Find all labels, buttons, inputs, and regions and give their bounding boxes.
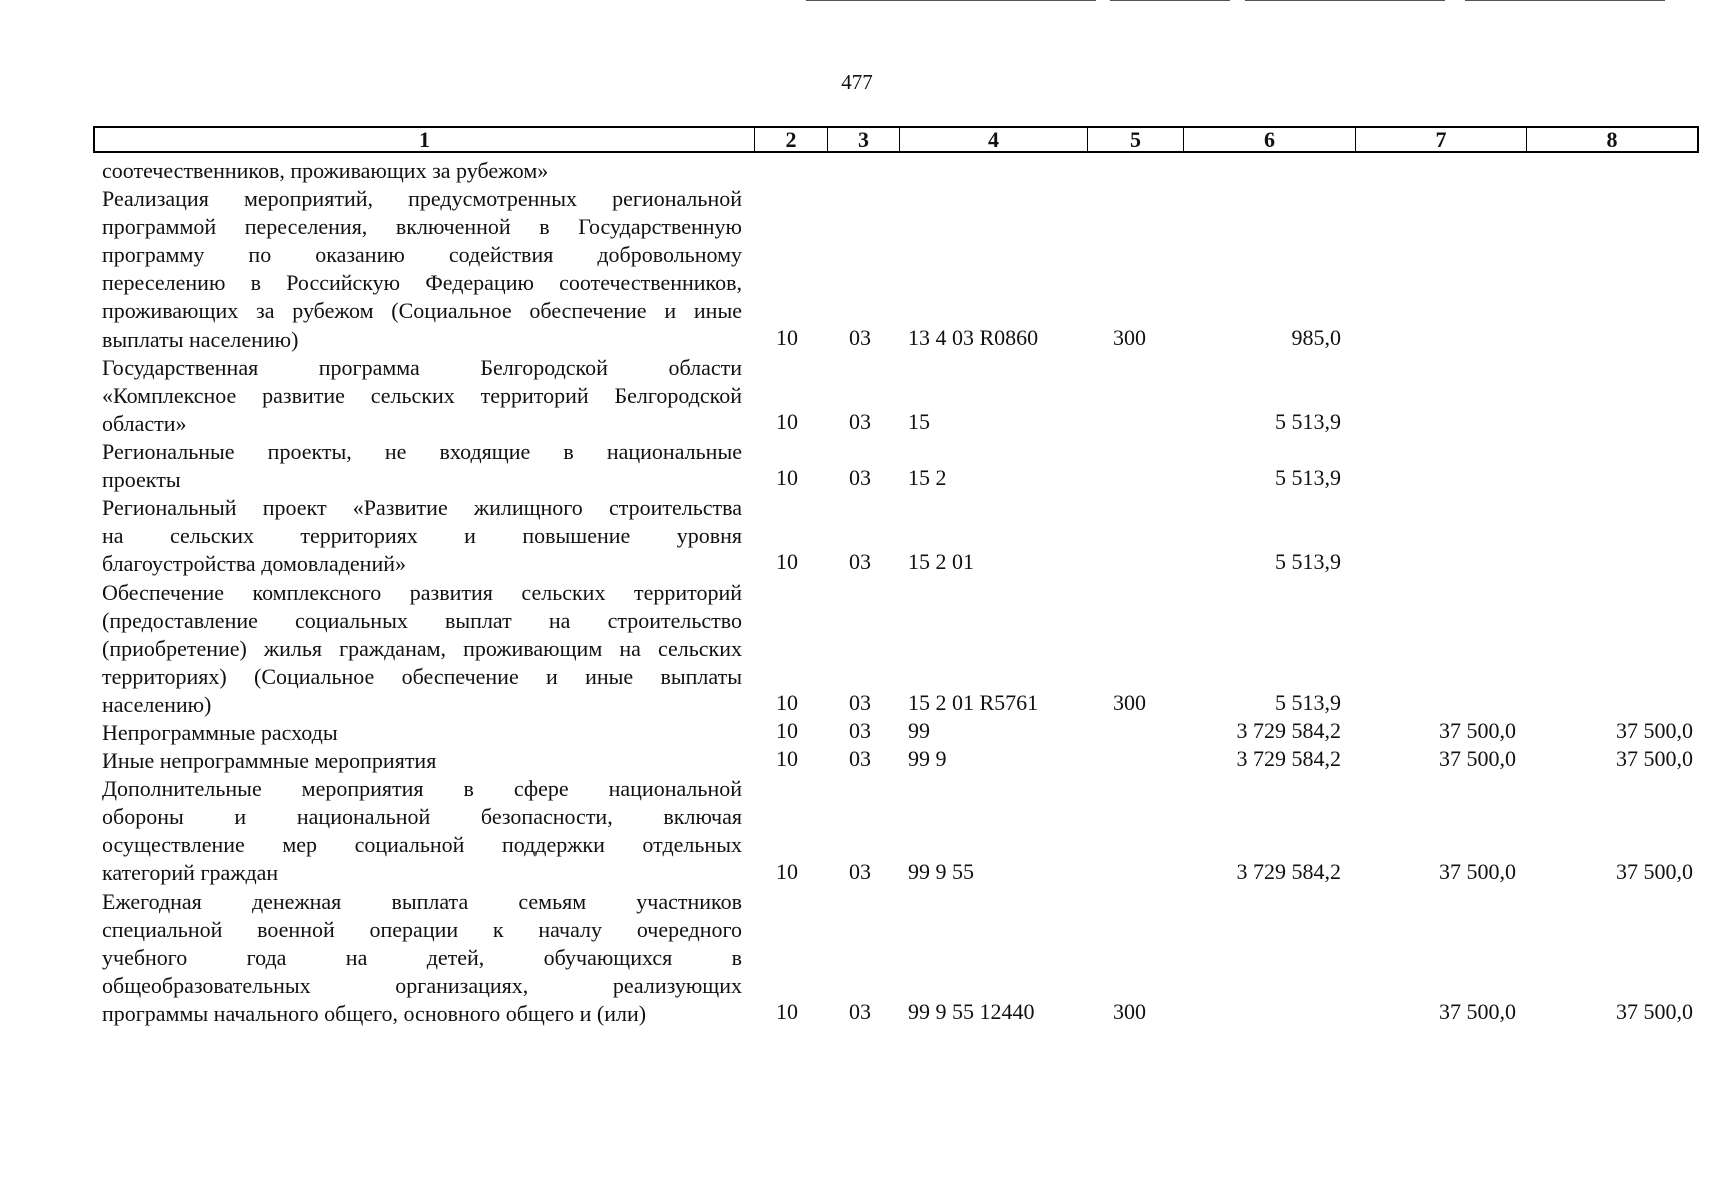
- description-line: проживающих за рубежом (Социальное обеспечение и иные: [102, 298, 742, 324]
- description-line: общеобразовательных организациях, реализующих: [102, 972, 742, 998]
- row-description: [102, 494, 742, 578]
- row-value-col-2: 10: [776, 999, 798, 1024]
- row-value-col-3: 03: [849, 718, 871, 743]
- row-description: [102, 579, 742, 719]
- description-line: (предоставление социальных выплат на строительство: [102, 607, 742, 633]
- description-line: Дополнительные мероприятия в сфере национальной: [102, 776, 742, 802]
- row-value-col-7: 37 500,0: [1439, 858, 1516, 884]
- row-value-col-2: 10: [776, 858, 798, 884]
- description-line: переселению в Российскую Федерацию соотечественников,: [102, 270, 742, 296]
- description-line: обороны и национальной безопасности, включая: [102, 804, 742, 830]
- row-description: [102, 354, 742, 438]
- row-value-col-5: 300: [1113, 689, 1146, 715]
- description-line: выплаты населению): [102, 326, 299, 352]
- row-value-col-3: 03: [849, 746, 871, 772]
- row-value-col-6: 5 513,9: [1275, 465, 1341, 491]
- scan-edge-line: [1465, 0, 1665, 1]
- row-value-col-3: 03: [849, 999, 871, 1024]
- description-line: благоустройства домовладений»: [102, 551, 407, 577]
- row-value-col-4: 15 2 01 R5761: [908, 689, 1039, 715]
- row-value-col-2: 10: [776, 549, 798, 575]
- row-value-col-2: 10: [776, 718, 798, 743]
- row-value-col-8: 37 500,0: [1616, 858, 1693, 884]
- row-value-col-3: 03: [849, 858, 871, 884]
- row-value-col-2: 10: [776, 324, 798, 350]
- description-line: территориях) (Социальное обеспечение и иные выплаты: [102, 663, 742, 689]
- header-col-3: 3: [828, 128, 900, 151]
- row-value-col-4: 13 4 03 R0860: [908, 324, 1039, 350]
- row-value-col-6: 985,0: [1291, 324, 1341, 350]
- row-value-col-6: 5 513,9: [1275, 408, 1341, 434]
- description-line: программой переселения, включенной в Государственную: [102, 214, 742, 240]
- description-line: учебного года на детей, обучающихся в: [102, 944, 742, 970]
- row-value-col-6: 5 513,9: [1275, 689, 1341, 715]
- description-line: соотечественников, проживающих за рубежом»: [102, 158, 549, 183]
- description-line: Региональный проект «Развитие жилищного строительства: [102, 495, 742, 521]
- header-col-2: 2: [755, 128, 828, 151]
- page-number: 477: [841, 70, 873, 94]
- description-line: «Комплексное развитие сельских территорий Белгородской: [102, 382, 742, 408]
- description-line: Государственная программа Белгородской области: [102, 354, 742, 380]
- row-value-col-5: 300: [1113, 999, 1146, 1024]
- row-value-col-3: 03: [849, 465, 871, 491]
- row-value-col-4: 15 2 01: [908, 549, 974, 575]
- header-col-7: 7: [1356, 128, 1527, 151]
- row-value-col-8: 37 500,0: [1616, 746, 1693, 772]
- row-value-col-6: 3 729 584,2: [1236, 746, 1341, 772]
- description-line: населению): [102, 691, 212, 717]
- description-line: Непрограммные расходы: [102, 720, 338, 745]
- description-line: (приобретение) жилья гражданам, проживающим на сельских: [102, 635, 742, 661]
- scan-edge-line: [1110, 0, 1230, 1]
- row-value-col-4: 99: [908, 718, 930, 743]
- row-value-col-4: 15 2: [908, 465, 947, 491]
- description-line: Региональные проекты, не входящие в национальные: [102, 439, 742, 464]
- description-line: категорий граждан: [102, 860, 279, 886]
- row-value-col-2: 10: [776, 465, 798, 491]
- row-value-col-4: 99 9 55: [908, 858, 974, 884]
- row-value-col-4: 99 9: [908, 746, 947, 772]
- row-value-col-6: 3 729 584,2: [1236, 718, 1341, 743]
- row-value-col-7: 37 500,0: [1439, 746, 1516, 772]
- description-line: Иные непрограммные мероприятия: [102, 748, 437, 774]
- row-description: [102, 157, 742, 185]
- description-line: осуществление мер социальной поддержки отдельных: [102, 832, 742, 858]
- header-col-5: 5: [1088, 128, 1184, 151]
- description-line: программы начального общего, основного общего и (или): [102, 1000, 647, 1026]
- row-value-col-5: 300: [1113, 324, 1146, 350]
- row-description: [102, 185, 742, 354]
- row-value-col-6: 3 729 584,2: [1236, 858, 1341, 884]
- row-value-col-8: 37 500,0: [1616, 999, 1693, 1024]
- row-value-col-2: 10: [776, 408, 798, 434]
- table-header: [93, 126, 1699, 153]
- description-line: на сельских территориях и повышение уровня: [102, 523, 742, 549]
- row-value-col-3: 03: [849, 324, 871, 350]
- description-line: области»: [102, 410, 187, 436]
- row-description: [102, 719, 742, 747]
- header-col-1: 1: [95, 128, 755, 151]
- description-line: специальной военной операции к началу очередного: [102, 916, 742, 942]
- scan-edge-line: [806, 0, 1096, 1]
- row-value-col-3: 03: [849, 549, 871, 575]
- row-value-col-7: 37 500,0: [1439, 999, 1516, 1024]
- row-value-col-3: 03: [849, 408, 871, 434]
- description-line: проекты: [102, 467, 181, 493]
- row-value-col-2: 10: [776, 746, 798, 772]
- header-col-8: 8: [1606, 127, 1618, 152]
- row-description: [102, 747, 742, 775]
- row-value-col-8: 37 500,0: [1616, 718, 1693, 743]
- header-col-6: 6: [1184, 128, 1356, 151]
- row-value-col-4: 15: [908, 408, 930, 434]
- header-col-4: 4: [900, 128, 1088, 151]
- description-line: программу по оказанию содействия добровольному: [102, 242, 742, 268]
- description-line: Обеспечение комплексного развития сельских территорий: [102, 579, 742, 605]
- row-value-col-2: 10: [776, 689, 798, 715]
- scan-edge-line: [1245, 0, 1445, 1]
- row-description: [102, 775, 742, 887]
- row-description: [102, 438, 742, 494]
- description-line: Реализация мероприятий, предусмотренных региональной: [102, 186, 742, 212]
- row-value-col-4: 99 9 55 12440: [908, 999, 1035, 1024]
- row-description: [102, 888, 742, 1028]
- description-line: Ежегодная денежная выплата семьям участников: [102, 888, 742, 914]
- row-value-col-3: 03: [849, 689, 871, 715]
- row-value-col-7: 37 500,0: [1439, 718, 1516, 743]
- row-value-col-6: 5 513,9: [1275, 549, 1341, 575]
